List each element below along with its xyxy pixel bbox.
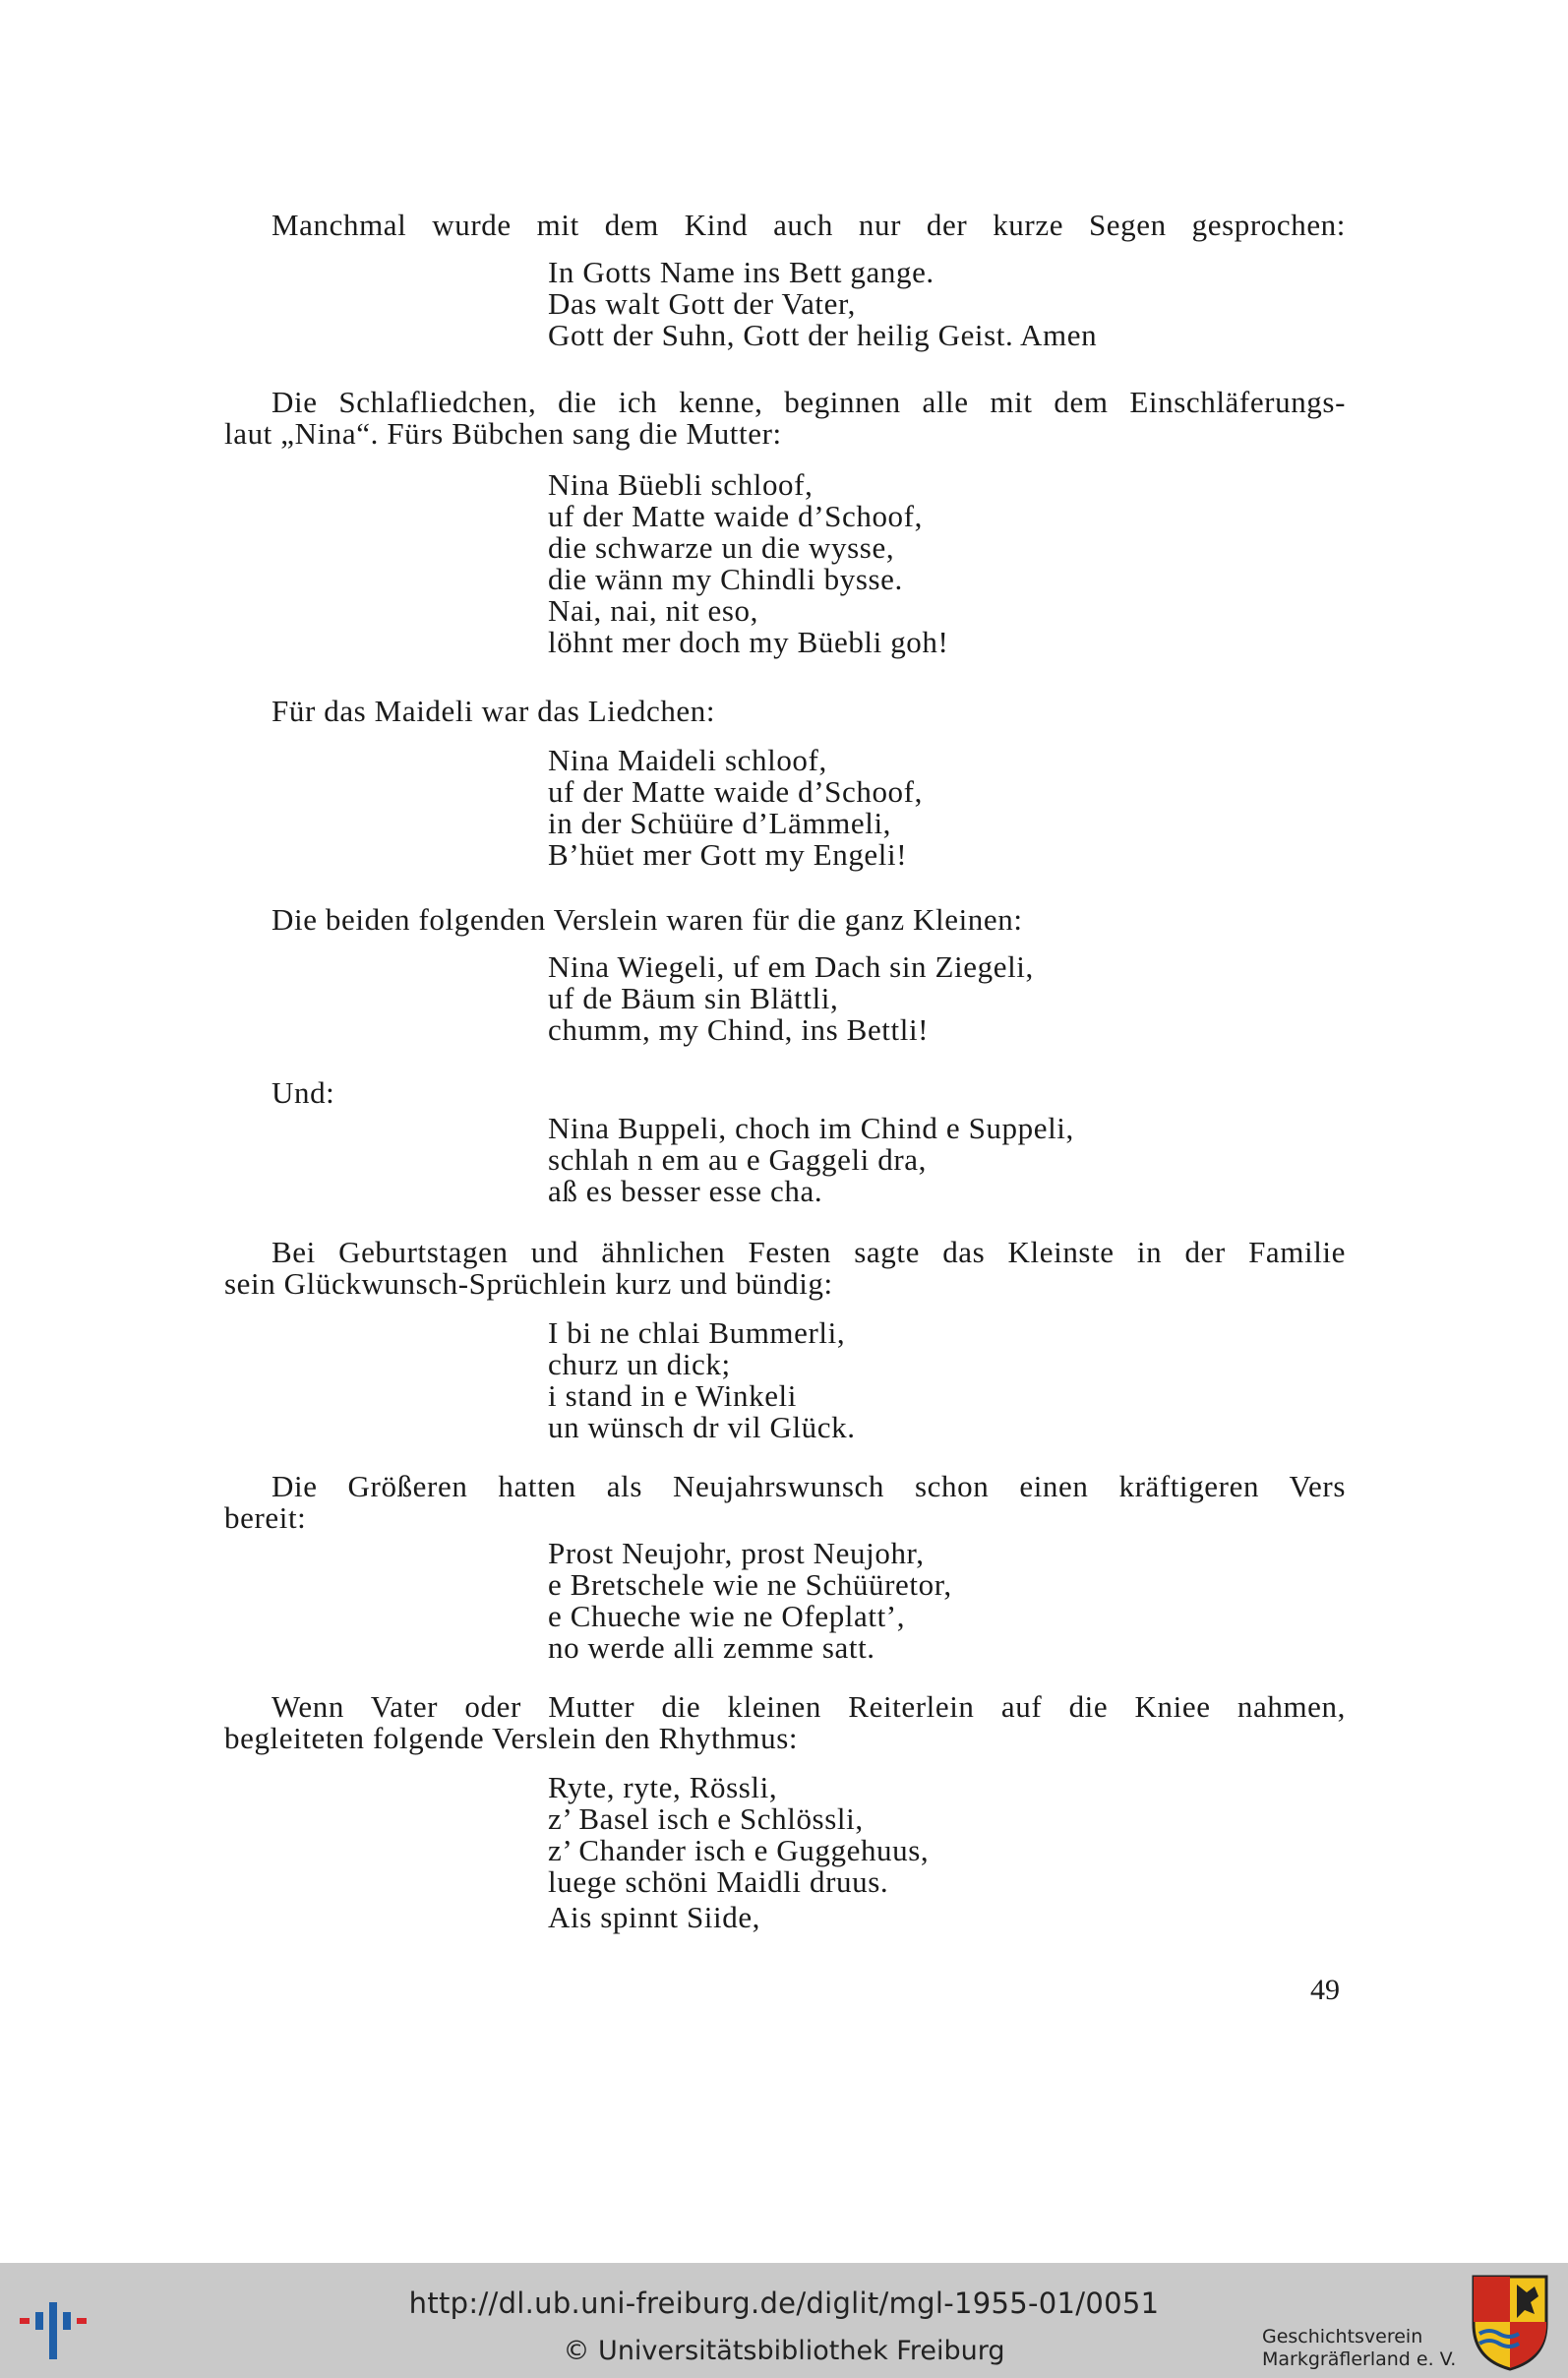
verse-line: Nai, nai, nit eso, xyxy=(548,593,758,628)
verse-line: churz un dick; xyxy=(548,1347,731,1381)
society-line-1: Geschichtsverein xyxy=(1262,2326,1423,2348)
verse-line: In Gotts Name ins Bett gange. xyxy=(548,255,935,289)
verse-line: uf de Bäum sin Blättli, xyxy=(548,981,839,1015)
verse-line: in der Schüüre d’Lämmeli, xyxy=(548,806,892,840)
prose-line: Die Größeren hatten als Neujahrswunsch schon einen kräftigeren Vers xyxy=(271,1469,1346,1503)
verse-line: no werde alli zemme satt. xyxy=(548,1630,875,1665)
verse-line: chumm, my Chind, ins Bettli! xyxy=(548,1012,930,1047)
society-line-2: Markgräflerland e. V. xyxy=(1262,2348,1457,2370)
prose-line: Wenn Vater oder Mutter die kleinen Reiterlein auf die Kniee nahmen, xyxy=(271,1689,1346,1724)
verse-line: Nina Wiegeli, uf em Dach sin Ziegeli, xyxy=(548,949,1034,984)
verse-line: z’ Basel isch e Schlössli, xyxy=(548,1801,864,1836)
prose-line: Manchmal wurde mit dem Kind auch nur der kurze Segen gesprochen: xyxy=(271,208,1346,242)
verse-line: B’hüet mer Gott my Engeli! xyxy=(548,837,908,872)
prose-line: Für das Maideli war das Liedchen: xyxy=(271,694,716,728)
prose-line: laut „Nina“. Fürs Bübchen sang die Mutter: xyxy=(224,416,782,451)
verse-line: Nina Maideli schloof, xyxy=(548,743,827,777)
coat-of-arms-icon xyxy=(1470,2273,1550,2371)
prose-line: sein Glückwunsch-Sprüchlein kurz und bündig: xyxy=(224,1266,833,1301)
verse-line: aß es besser esse cha. xyxy=(548,1174,823,1208)
verse-line: Ais spinnt Siide, xyxy=(548,1900,761,1934)
verse-line: z’ Chander isch e Guggehuus, xyxy=(548,1833,930,1867)
prose-line: Die beiden folgenden Verslein waren für die ganz Kleinen: xyxy=(271,902,1023,937)
society-name xyxy=(1262,2326,1456,2371)
verse-line: die schwarze un die wysse, xyxy=(548,530,895,565)
page-number: 49 xyxy=(1310,1974,1340,2006)
verse-line: Das walt Gott der Vater, xyxy=(548,286,857,321)
verse-line: die wänn my Chindli bysse. xyxy=(548,562,903,596)
verse-line: Prost Neujohr, prost Neujohr, xyxy=(548,1536,925,1570)
verse-line: uf der Matte waide d’Schoof, xyxy=(548,499,923,533)
verse-line: i stand in e Winkeli xyxy=(548,1378,797,1413)
prose-line: Die Schlafliedchen, die ich kenne, beginnen alle mit dem Einschläferungs- xyxy=(271,385,1346,419)
footer-copyright: © Universitätsbibliothek Freiburg xyxy=(563,2336,1005,2366)
footer-url[interactable]: http://dl.ub.uni-freiburg.de/diglit/mgl-1955-01/0051 xyxy=(408,2287,1160,2320)
verse-line: luege schöni Maidli druus. xyxy=(548,1864,889,1899)
verse-line: Gott der Suhn, Gott der heilig Geist. Amen xyxy=(548,318,1098,352)
verse-line: Nina Büebli schloof, xyxy=(548,467,814,502)
footer-bar xyxy=(0,2263,1568,2378)
verse-line: un wünsch dr vil Glück. xyxy=(548,1410,856,1444)
verse-line: löhnt mer doch my Büebli goh! xyxy=(548,625,949,659)
verse-line: schlah n em au e Gaggeli dra, xyxy=(548,1142,927,1177)
verse-line: Nina Buppeli, choch im Chind e Suppeli, xyxy=(548,1111,1074,1145)
verse-line: I bi ne chlai Bummerli, xyxy=(548,1315,846,1350)
prose-line: bereit: xyxy=(224,1500,307,1535)
verse-line: uf der Matte waide d’Schoof, xyxy=(548,774,923,809)
prose-line: Bei Geburtstagen und ähnlichen Festen sagte das Kleinste in der Familie xyxy=(271,1235,1346,1269)
prose-line: begleiteten folgende Verslein den Rhythmus: xyxy=(224,1721,799,1755)
verse-line: e Chueche wie ne Ofeplatt’, xyxy=(548,1599,906,1633)
verse-line: e Bretschele wie ne Schüüretor, xyxy=(548,1567,952,1602)
verse-line: Ryte, ryte, Rössli, xyxy=(548,1770,778,1804)
prose-line: Und: xyxy=(271,1075,335,1110)
